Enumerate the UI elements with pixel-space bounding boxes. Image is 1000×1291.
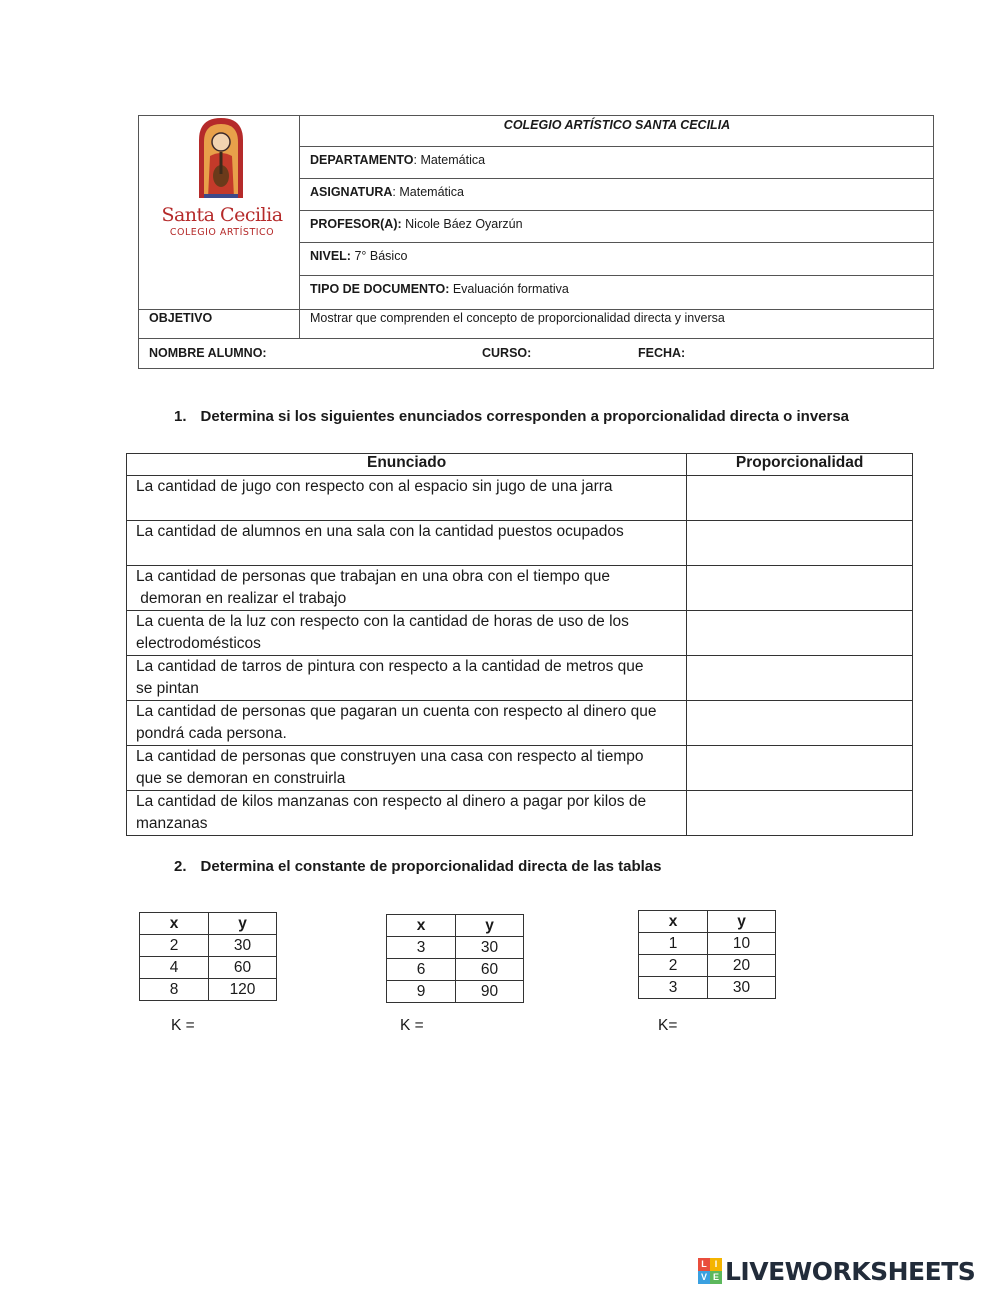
school-name: COLEGIO ARTÍSTICO SANTA CECILIA [300, 116, 934, 147]
subject-value: Matemática [395, 185, 464, 199]
x-header: x [639, 911, 708, 933]
statement-cell: La cantidad de personas que trabajan en una obra con el tiempo que demoran en realizar el trabajo [127, 566, 687, 611]
level-label: NIVEL: [310, 249, 351, 263]
statements-table [126, 453, 913, 836]
level-row [300, 243, 934, 276]
table-row [127, 791, 913, 836]
teacher-label: PROFESOR(A): [310, 217, 402, 231]
teacher-row [300, 211, 934, 243]
school-logo [139, 116, 300, 309]
proportion-answer-cell[interactable] [687, 656, 913, 701]
k-label-1: K = [171, 1017, 195, 1034]
y-header: y [708, 911, 776, 933]
proportion-answer-cell[interactable] [687, 746, 913, 791]
liveworksheets-text: LIVEWORKSHEETS [725, 1256, 976, 1286]
saint-cecilia-icon [195, 116, 247, 198]
statement-column-header: Enunciado [127, 454, 687, 476]
table-row [127, 611, 913, 656]
proportion-answer-cell[interactable] [687, 521, 913, 566]
department-value: Matemática [416, 153, 486, 167]
teacher-value: Nicole Báez Oyarzún [401, 217, 523, 231]
k-label-2: K = [400, 1017, 424, 1034]
proportion-answer-cell[interactable] [687, 791, 913, 836]
y-header: y [456, 915, 524, 937]
subject-label: ASIGNATURA [310, 185, 393, 199]
logo-title: Santa Cecilia [161, 204, 283, 226]
table-row [127, 746, 913, 791]
table-row [127, 656, 913, 701]
table-row [127, 476, 913, 521]
xy-table-3: x y 1 10 2 20 3 30 [638, 910, 776, 999]
x-header: x [140, 913, 209, 935]
objective-row [139, 309, 934, 339]
question-2-title: 2. Determina el constante de proporcionalidad directa de las tablas [174, 858, 662, 875]
statement-cell: La cantidad de jugo con respecto con al espacio sin jugo de una jarra [127, 476, 687, 521]
document-header [138, 115, 934, 369]
k-label-3: K= [658, 1017, 678, 1034]
xy-table-1: x y 2 30 4 60 8 120 [139, 912, 277, 1001]
xy-table-2: x y 3 30 6 60 9 90 [386, 914, 524, 1003]
proportion-answer-cell[interactable] [687, 476, 913, 521]
liveworksheets-logo[interactable] [698, 1256, 975, 1286]
proportion-column-header: Proporcionalidad [687, 454, 913, 476]
statement-cell: La cantidad de alumnos en una sala con la cantidad puestos ocupados [127, 521, 687, 566]
statement-cell: La cantidad de personas que pagaran un cuenta con respecto al dinero que pondrá cada persona. [127, 701, 687, 746]
liveworksheets-icon: L I V E [698, 1258, 722, 1284]
course-label: CURSO: [482, 346, 532, 360]
table-row [127, 521, 913, 566]
statement-cell: La cantidad de kilos manzanas con respecto al dinero a pagar por kilos de manzanas [127, 791, 687, 836]
document-type-row [300, 276, 934, 309]
x-header: x [387, 915, 456, 937]
table-row [127, 701, 913, 746]
logo-subtitle: COLEGIO ARTÍSTICO [169, 227, 275, 238]
proportion-answer-cell[interactable] [687, 701, 913, 746]
objective-text: Mostrar que comprenden el concepto de proporcionalidad directa y inversa [310, 311, 725, 325]
level-value: 7° Básico [350, 249, 408, 263]
objective-label: OBJETIVO [149, 311, 213, 325]
document-type-label: TIPO DE DOCUMENTO: [310, 282, 450, 296]
statement-cell: La cantidad de personas que construyen una casa con respecto al tiempo que se demoran en construirla [127, 746, 687, 791]
proportion-answer-cell[interactable] [687, 566, 913, 611]
subject-row: ASIGNATURA: Matemática [300, 179, 934, 211]
y-header: y [209, 913, 277, 935]
table-row [127, 566, 913, 611]
department-label: DEPARTAMENTO [310, 153, 414, 167]
question-1-title: 1. Determina si los siguientes enunciados corresponden a proporcionalidad directa o inversa [174, 408, 850, 425]
student-name-label: NOMBRE ALUMNO: [149, 346, 267, 360]
date-label: FECHA: [638, 346, 686, 360]
document-type-value: Evaluación formativa [449, 282, 569, 296]
department-row: DEPARTAMENTO: Matemática [300, 147, 934, 179]
proportion-answer-cell[interactable] [687, 611, 913, 656]
statement-cell: La cantidad de tarros de pintura con respecto a la cantidad de metros que se pintan [127, 656, 687, 701]
statement-cell: La cuenta de la luz con respecto con la cantidad de horas de uso de los electrodomésticos [127, 611, 687, 656]
